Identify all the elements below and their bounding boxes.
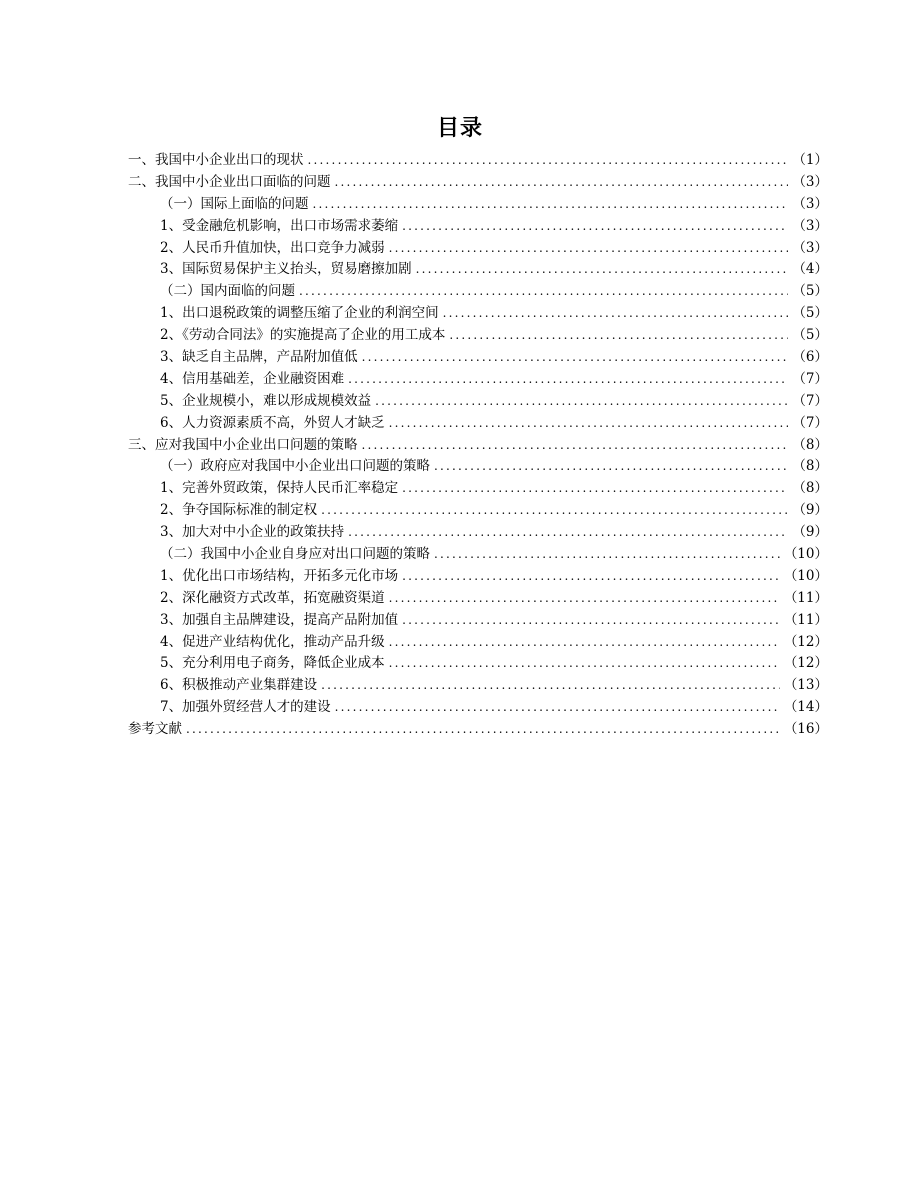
toc-entry-text: 4、信用基础差，企业融资困难: [160, 370, 345, 387]
toc-dot-leader: [313, 194, 789, 216]
table-of-contents: [128, 150, 828, 741]
toc-entry-text: 4、促进产业结构优化，推动产品升级: [160, 633, 385, 650]
toc-dot-leader: [402, 610, 780, 632]
toc-entry-text: 1、出口退税政策的调整压缩了企业的利润空间: [160, 305, 439, 322]
toc-dot-leader: [375, 391, 788, 413]
toc-page-number: （1）: [792, 152, 828, 168]
toc-page-number: （3）: [792, 217, 828, 234]
toc-page-number: （6）: [792, 349, 828, 366]
toc-dot-leader: [389, 413, 789, 435]
toc-entry-text: （二）国内面临的问题: [160, 283, 295, 300]
toc-page-number: （3）: [792, 173, 828, 190]
toc-entry[interactable]: [128, 478, 828, 500]
toc-page-number: （14）: [783, 699, 828, 716]
toc-entry[interactable]: [128, 610, 828, 632]
toc-dot-leader: [321, 675, 780, 697]
toc-page-number: （4）: [792, 261, 828, 278]
toc-entry-text: 6、积极推动产业集群建设: [160, 677, 318, 694]
toc-entry[interactable]: [128, 325, 828, 347]
toc-dot-leader: [402, 566, 780, 588]
toc-page-number: （7）: [792, 392, 828, 409]
toc-dot-leader: [449, 325, 788, 347]
toc-entry-text: （二）我国中小企业自身应对出口问题的策略: [160, 546, 430, 563]
toc-entry[interactable]: [128, 369, 828, 391]
toc-dot-leader: [321, 500, 788, 522]
toc-dot-leader: [348, 369, 788, 391]
toc-page-number: （11）: [783, 611, 828, 628]
toc-page-number: （11）: [783, 589, 828, 606]
toc-page-number: （8）: [792, 458, 828, 475]
toc-entry[interactable]: [128, 544, 828, 566]
toc-dot-leader: [335, 172, 789, 194]
toc-dot-leader: [186, 719, 780, 741]
toc-page-number: （12）: [783, 633, 828, 650]
toc-entry[interactable]: [128, 216, 828, 238]
page-title: 目录: [436, 116, 483, 141]
toc-page-number: （9）: [792, 502, 828, 519]
toc-dot-leader: [348, 522, 788, 544]
toc-dot-leader: [402, 478, 788, 500]
toc-entry-text: 5、充分利用电子商务，降低企业成本: [160, 655, 385, 672]
toc-entry[interactable]: [128, 194, 828, 216]
toc-dot-leader: [335, 697, 780, 719]
toc-dot-leader: [389, 238, 789, 260]
toc-page-number: （3）: [792, 195, 828, 212]
toc-entry[interactable]: [128, 719, 828, 741]
toc-entry[interactable]: [128, 653, 828, 675]
toc-entry[interactable]: [128, 566, 828, 588]
toc-entry-text: 3、加强自主品牌建设，提高产品附加值: [160, 611, 399, 628]
toc-entry-text: 5、企业规模小，难以形成规模效益: [160, 392, 372, 409]
toc-entry[interactable]: [128, 238, 828, 260]
toc-dot-leader: [416, 259, 789, 281]
toc-entry-text: 3、加大对中小企业的政策扶持: [160, 524, 345, 541]
toc-entry-text: （一）国际上面临的问题: [160, 195, 309, 212]
toc-entry[interactable]: [128, 347, 828, 369]
toc-page-number: （8）: [792, 480, 828, 497]
toc-entry[interactable]: [128, 632, 828, 654]
toc-dot-leader: [443, 303, 789, 325]
toc-entry[interactable]: [128, 172, 828, 194]
toc-entry-text: 2、深化融资方式改革，拓宽融资渠道: [160, 589, 385, 606]
toc-page-number: （8）: [792, 436, 828, 453]
toc-entry[interactable]: [128, 150, 828, 172]
toc-page-number: （5）: [792, 305, 828, 322]
toc-page-number: （7）: [792, 414, 828, 431]
toc-entry-text: 2、《劳动合同法》的实施提高了企业的用工成本: [160, 327, 446, 344]
toc-entry-text: 3、缺乏自主品牌，产品附加值低: [160, 349, 358, 366]
toc-page-number: （5）: [792, 327, 828, 344]
toc-entry-text: 三、应对我国中小企业出口问题的策略: [128, 436, 358, 453]
toc-page-number: （16）: [783, 721, 828, 738]
toc-entry[interactable]: [128, 500, 828, 522]
toc-entry[interactable]: [128, 697, 828, 719]
toc-page-number: （12）: [783, 655, 828, 672]
toc-entry[interactable]: [128, 522, 828, 544]
toc-dot-leader: [299, 281, 788, 303]
toc-entry[interactable]: [128, 456, 828, 478]
toc-entry[interactable]: [128, 391, 828, 413]
toc-dot-leader: [389, 653, 780, 675]
toc-entry-text: 2、人民币升值加快，出口竞争力减弱: [160, 239, 385, 256]
toc-entry[interactable]: [128, 259, 828, 281]
toc-entry-text: 1、完善外贸政策，保持人民币汇率稳定: [160, 480, 399, 497]
toc-entry-text: 参考文献: [128, 721, 182, 738]
toc-page-number: （7）: [792, 370, 828, 387]
toc-entry[interactable]: [128, 588, 828, 610]
toc-page-number: （13）: [783, 677, 828, 694]
toc-page-number: （9）: [792, 524, 828, 541]
toc-page-number: （3）: [792, 239, 828, 256]
toc-dot-leader: [434, 544, 780, 566]
toc-entry[interactable]: [128, 303, 828, 325]
toc-entry[interactable]: [128, 435, 828, 457]
toc-dot-leader: [389, 588, 780, 610]
toc-entry-text: 6、人力资源素质不高，外贸人才缺乏: [160, 414, 385, 431]
toc-page-number: （10）: [783, 567, 828, 584]
toc-dot-leader: [389, 632, 780, 654]
toc-entry[interactable]: [128, 281, 828, 303]
toc-entry-text: 1、受金融危机影响，出口市场需求萎缩: [160, 217, 399, 234]
toc-entry-text: 3、国际贸易保护主义抬头，贸易磨擦加剧: [160, 261, 412, 278]
toc-entry[interactable]: [128, 413, 828, 435]
toc-dot-leader: [402, 216, 788, 238]
toc-dot-leader: [362, 435, 789, 457]
toc-entry-text: （一）政府应对我国中小企业出口问题的策略: [160, 458, 430, 475]
toc-dot-leader: [434, 456, 788, 478]
toc-page-number: （5）: [792, 283, 828, 300]
toc-dot-leader: [362, 347, 789, 369]
toc-entry-text: 2、争夺国际标准的制定权: [160, 502, 318, 519]
toc-entry[interactable]: [128, 675, 828, 697]
toc-entry-text: 二、我国中小企业出口面临的问题: [128, 173, 331, 190]
toc-entry-text: 7、加强外贸经营人才的建设: [160, 699, 331, 716]
toc-entry-text: 1、优化出口市场结构，开拓多元化市场: [160, 567, 399, 584]
toc-entry-text: 一、我国中小企业出口的现状: [128, 152, 304, 168]
toc-page-number: （10）: [783, 546, 828, 563]
toc-dot-leader: [308, 150, 789, 172]
